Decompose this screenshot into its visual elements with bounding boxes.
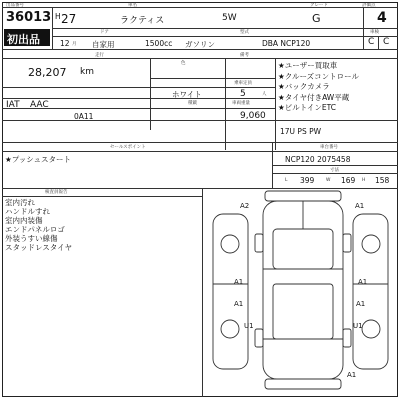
mileage-unit: km [80,67,94,77]
equipment-item: ★ユーザー買取車 [278,61,338,70]
damage-mark: A1 [356,300,366,308]
damage-mark: A1 [234,300,244,308]
month: 12 [60,39,70,48]
inspection-label: 車検 [370,30,379,35]
damage-mark: U1 [244,322,254,330]
type-label: 型式 [240,30,249,35]
inspector-note: 室内汚れ [5,198,35,207]
frame-label: 車台番号 [320,145,338,150]
damage-mark: A1 [347,371,357,379]
damage-mark: A2 [240,202,250,210]
weight: 9,060 [240,111,266,121]
lot-label: 出品番号 [6,3,24,8]
first-listing-badge [4,29,50,46]
equipment-list [278,61,359,114]
damage-mark: A1 [358,278,368,286]
year: 27 [61,12,77,26]
height: 158 [375,176,390,185]
damage-mark: A1 [355,202,365,210]
length-label: L [285,178,288,183]
remarks-label: 備考 [240,53,249,58]
inspector-notes [5,198,72,252]
model-name: ラクティス [120,16,165,26]
capacity: 5 [240,89,246,99]
inspector-note: エンドパネルロゴ [5,225,65,234]
sales-point-label: セールスポイント [110,145,146,150]
model-name-label: 車名 [128,3,137,8]
mileage: 28,207 [28,66,67,79]
capacity-unit: 人 [262,92,267,97]
equipment-item: ★ビルトインETC [278,103,336,112]
grade: G [312,12,321,25]
first-listing-text: 初出品 [7,33,40,46]
inspector-note: 室内内装傷 [5,216,43,225]
dims-label: 寸法 [330,168,339,173]
transmission: IAT [6,100,20,110]
chassis-code: DBA NCP120 [262,39,311,48]
inspector-label: 検査員報告 [45,190,68,195]
color-label: 色 [181,61,186,66]
equipment-extra: 17U PS PW [280,127,322,136]
inspector-note: 外装うすい線傷 [5,234,58,243]
color: ホワイト [172,90,202,99]
interior-score: C [368,37,375,47]
score-label: 評価点 [362,3,376,8]
damage-mark: U1 [353,322,363,330]
damage-mark: A1 [234,278,244,286]
width-label: W [326,178,331,183]
lot-number: 36013 [6,10,52,25]
month-unit: 月 [72,42,77,47]
load-label: 積載 [188,101,197,106]
equipment-item: ★クルーズコントロール [278,71,359,81]
capacity-label: 乗車定員 [234,81,252,86]
inspector-note: ハンドルすれ [5,207,50,216]
trim: 5W [222,13,237,23]
ac: AAC [30,100,49,110]
length: 399 [300,176,315,185]
mileage-label: 走行 [95,53,104,58]
grade-label: グレード [310,3,328,8]
score: 4 [377,10,387,26]
displacement: 1500cc [145,39,173,48]
sales-point-text: ★プッシュスタート [5,155,72,164]
car-damage-diagram [203,189,398,396]
doors-label: ドア [100,30,109,35]
height-label: H [362,178,366,183]
equipment-item: ★バックカメラ [278,82,330,91]
weight-label: 車両重量 [232,101,250,106]
inspector-note: スタッドレスタイヤ [5,243,73,252]
exterior-score: C [383,37,390,47]
year-mark: H [55,12,61,21]
width: 169 [341,176,356,185]
usage: 自家用 [92,40,115,49]
fuel: ガソリン [185,40,215,49]
color-code: 0A11 [74,112,94,121]
equipment-item: ★タイヤ付きAW平蔵 [278,92,350,102]
frame-number: NCP120 2075458 [285,155,351,164]
